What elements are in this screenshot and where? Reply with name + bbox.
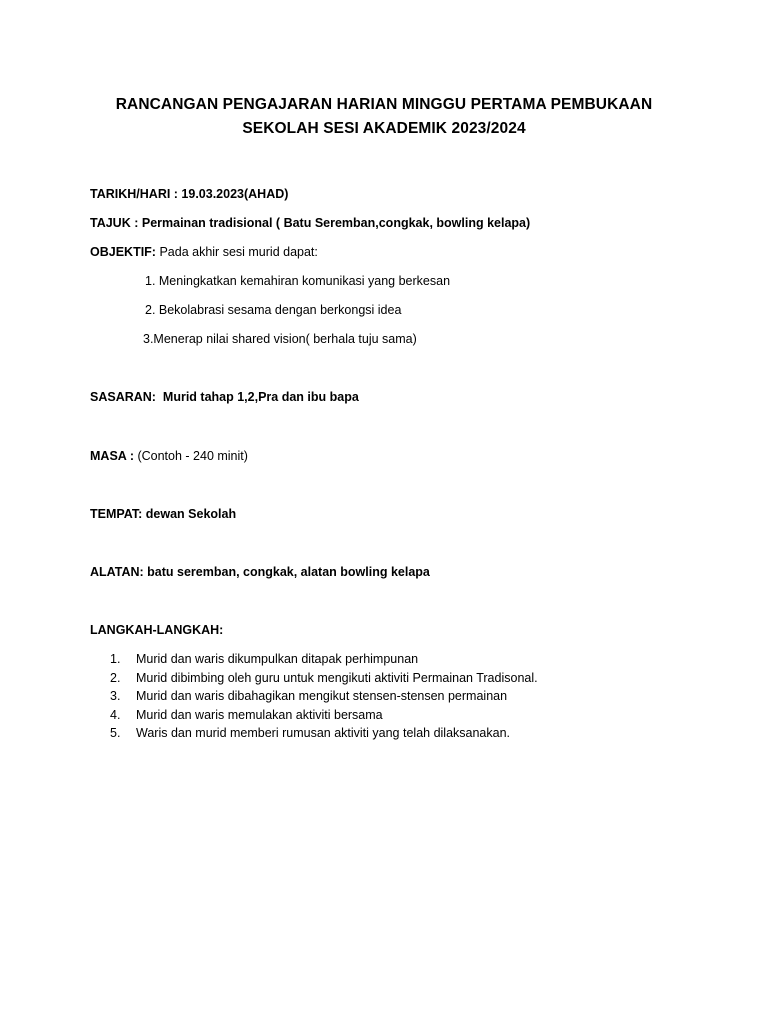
document-title-line-1: RANCANGAN PENGAJARAN HARIAN MINGGU PERTAMA PEMBUKAAN <box>115 96 653 113</box>
step-text: Murid dibimbing oleh guru untuk mengikuti aktiviti Permainan Tradisonal. <box>136 670 538 685</box>
alatan-line: ALATAN: batu seremban, congkak, alatan bowling kelapa <box>90 565 430 579</box>
step-number: 4. <box>110 707 121 722</box>
objektif-item: 3.Menerap nilai shared vision( berhala tuju sama) <box>143 332 417 346</box>
objektif-line <box>90 243 318 261</box>
tajuk-value: Permainan tradisional ( Batu Seremban,congkak, bowling kelapa) <box>138 216 531 230</box>
list-item <box>110 669 538 688</box>
step-text: Waris dan murid memberi rumusan aktiviti yang telah dilaksanakan. <box>136 726 511 741</box>
tarikh-line: TARIKH/HARI : 19.03.2023(AHAD) <box>90 187 289 201</box>
masa-line <box>90 447 248 465</box>
list-item <box>110 706 538 725</box>
masa-value: (Contoh - 240 minit) <box>133 449 248 463</box>
objektif-label: OBJEKTIF: <box>90 245 156 259</box>
tajuk-label: TAJUK : <box>90 216 139 230</box>
step-text: Murid dan waris dikumpulkan ditapak perhimpunan <box>136 652 419 666</box>
objektif-value: Pada akhir sesi murid dapat: <box>155 245 318 259</box>
step-text: Murid dan waris dibahagikan mengikut stensen-stensen permainan <box>136 689 508 704</box>
langkah-steps-list <box>110 650 538 743</box>
tajuk-line <box>90 214 530 232</box>
step-number: 3. <box>110 689 121 704</box>
tempat-line: TEMPAT: dewan Sekolah <box>90 507 237 521</box>
objektif-item: 1. Meningkatkan kemahiran komunikasi yang berkesan <box>145 274 451 288</box>
list-item <box>110 724 538 743</box>
step-number: 2. <box>110 670 121 685</box>
step-number: 5. <box>110 726 121 741</box>
list-item <box>110 687 538 706</box>
langkah-label: LANGKAH-LANGKAH: <box>90 623 224 637</box>
document-title-line-2: SEKOLAH SESI AKADEMIK 2023/2024 <box>242 120 526 137</box>
step-text: Murid dan waris memulakan aktiviti bersama <box>136 707 383 722</box>
list-item <box>110 650 538 669</box>
step-number: 1. <box>110 652 121 666</box>
objektif-item: 2. Bekolabrasi sesama dengan berkongsi idea <box>145 303 402 317</box>
sasaran-line: SASARAN: Murid tahap 1,2,Pra dan ibu bapa <box>90 390 359 404</box>
masa-label: MASA : <box>90 449 134 463</box>
